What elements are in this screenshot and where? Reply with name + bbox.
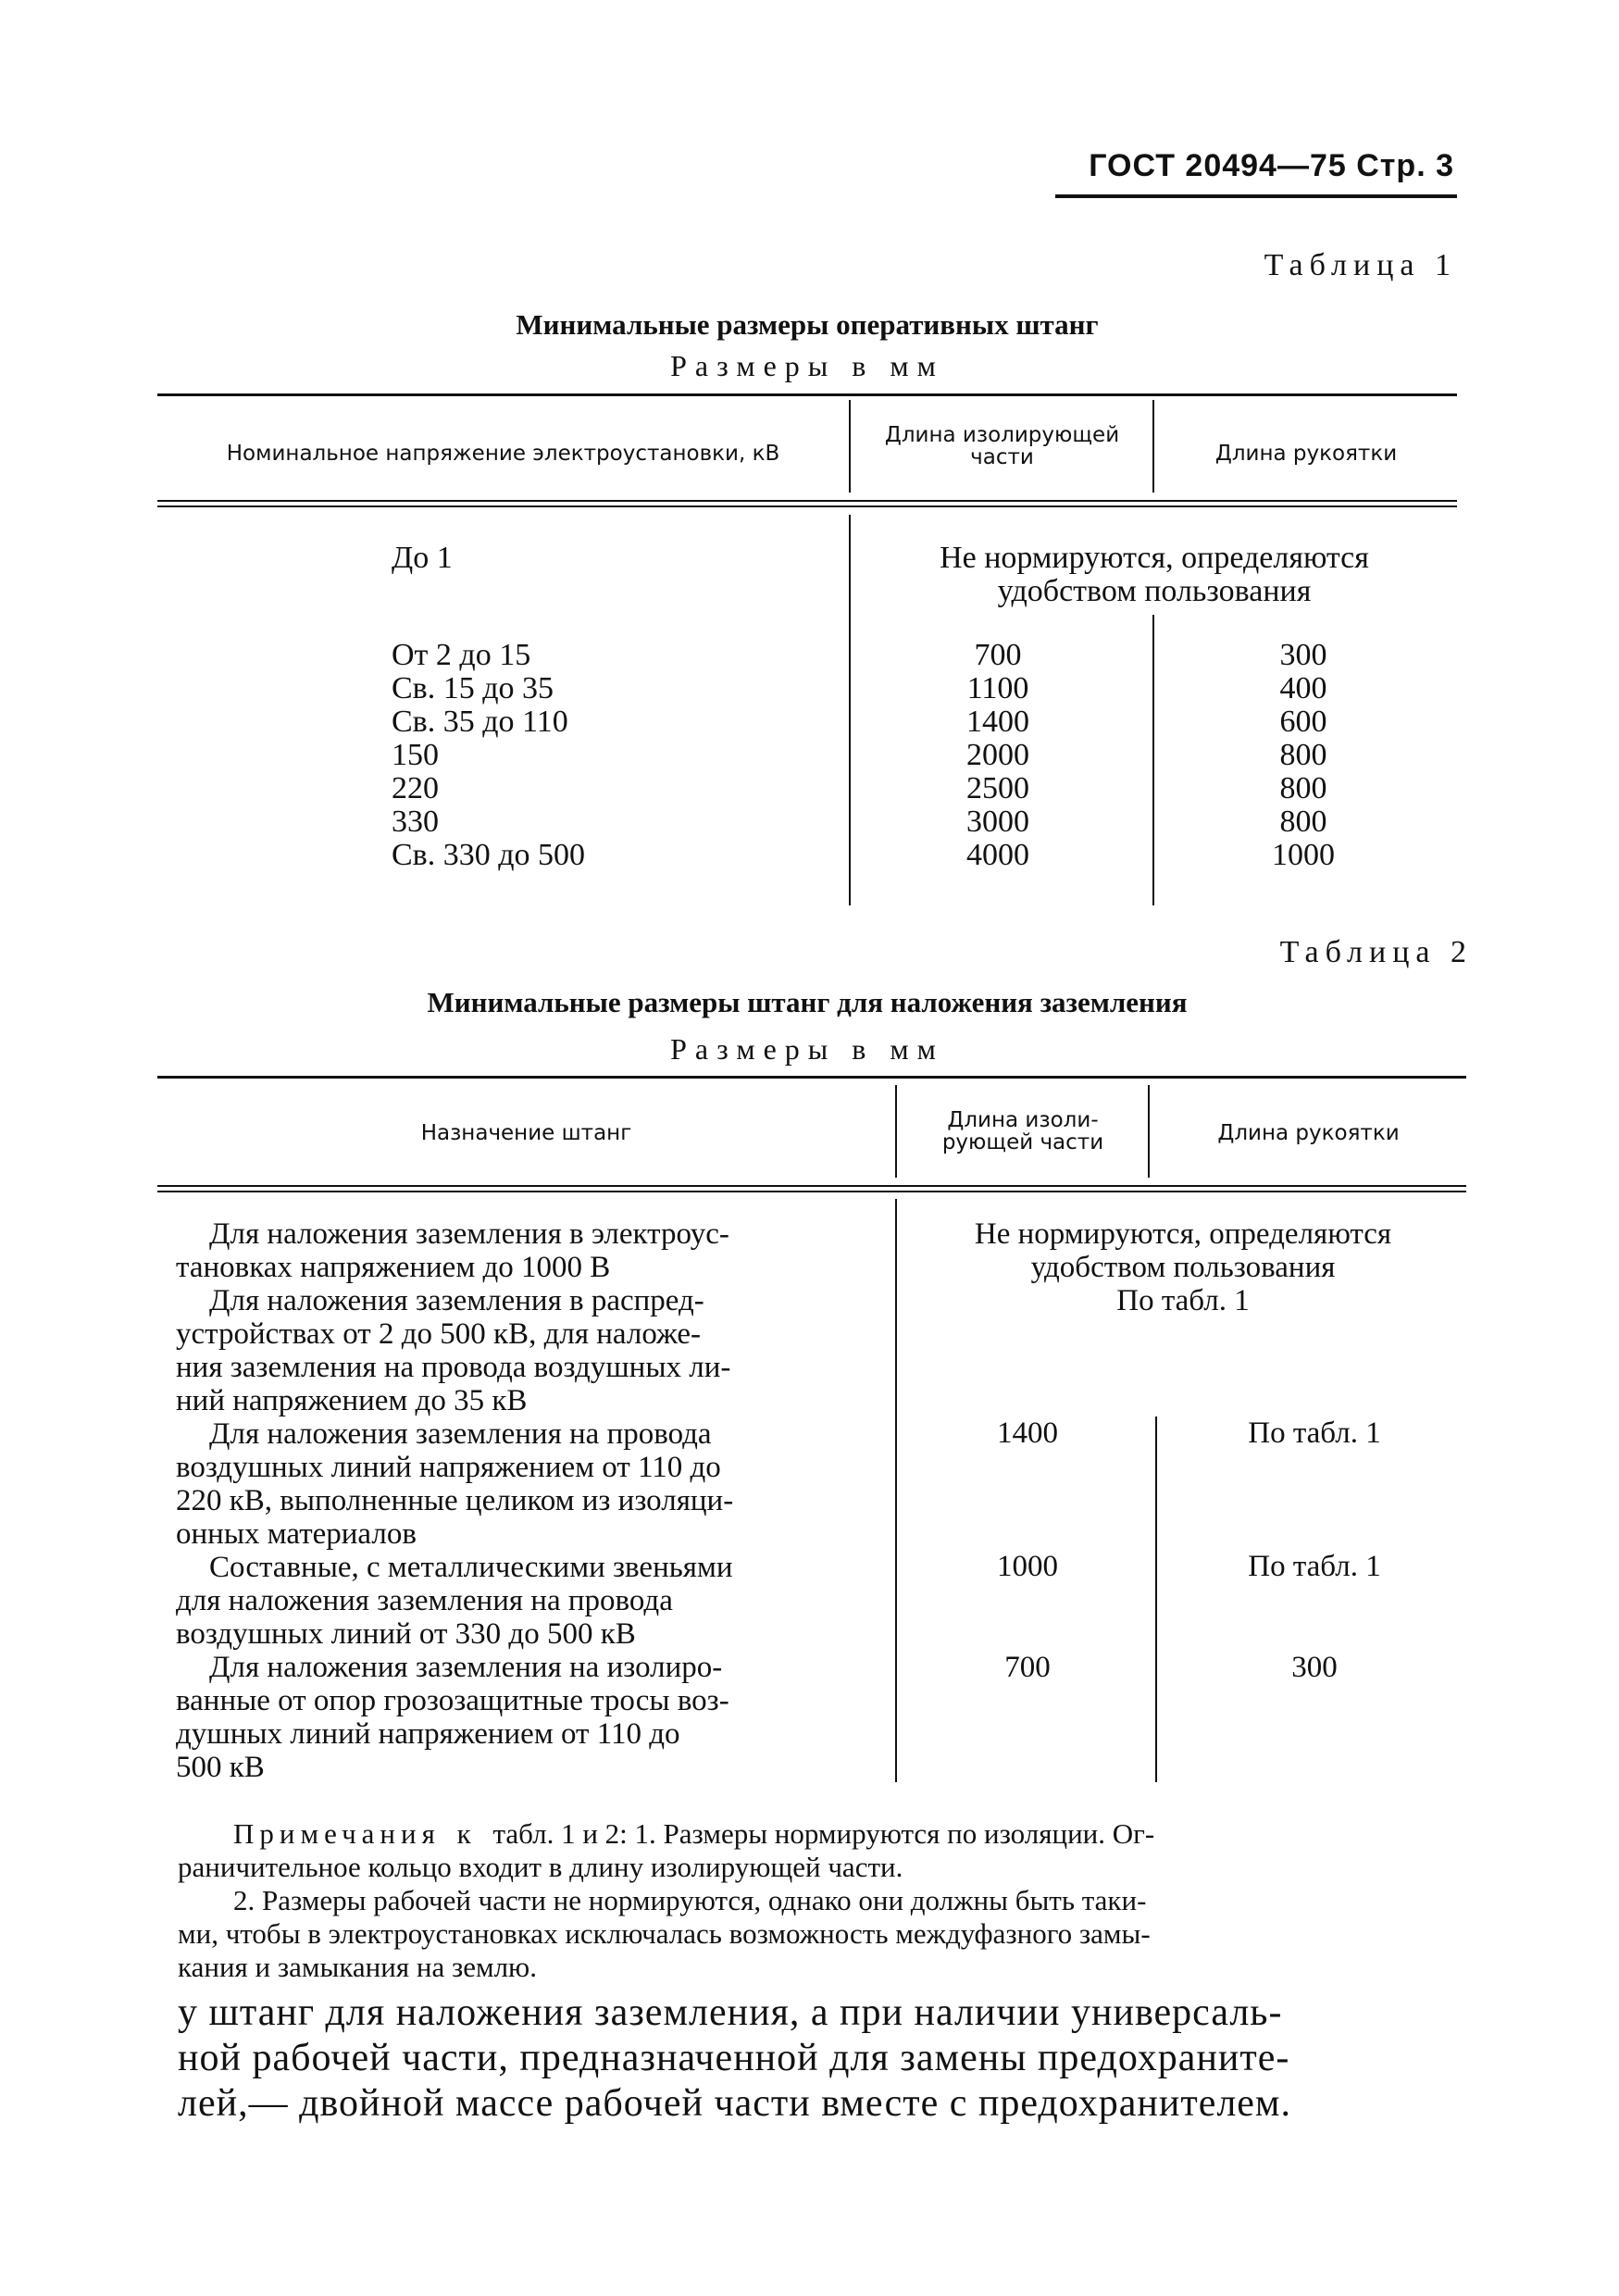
table2-header-divider-1 [895, 1085, 897, 1178]
merged-note-line: Не нормируются, определяются [974, 1217, 1392, 1251]
table1-top-rule [157, 393, 1457, 396]
table1-header-divider-2 [1152, 400, 1154, 493]
notes-line-1 [178, 1817, 1464, 1851]
table2-units: Размеры в мм [670, 1032, 944, 1066]
purpose-line: Для наложения заземления в распред- [209, 1284, 704, 1317]
table-row-voltage: Св. 330 до 500 [392, 838, 586, 872]
notes-line-2: раничительное кольцо входит в длину изолирующей части. [178, 1851, 903, 1883]
merged-note-line: удобством пользования [1030, 1251, 1336, 1284]
table-row-voltage: 150 [392, 738, 439, 772]
table2-header-insulating-line1: Длина изоли- [947, 1108, 1099, 1132]
table-row-insulating: 4000 [966, 838, 1029, 872]
table1-label: Таблица 1 [1264, 248, 1457, 282]
table-row-purpose [176, 1284, 866, 1417]
table-row-insulating: 700 [974, 638, 1022, 672]
notes-item2-line3: кания и замыкания на землю. [178, 1951, 537, 1983]
purpose-line: тановках напряжением до 1000 В [176, 1251, 611, 1284]
table1-units: Размеры в мм [670, 349, 944, 382]
purpose-line: для наложения заземления на провода [176, 1584, 673, 1617]
table2-row3-handle: По табл. 1 [1248, 1416, 1381, 1450]
table-row-insulating: 3000 [966, 805, 1029, 839]
purpose-line: 220 кВ, выполненные целиком из изоляци- [176, 1484, 734, 1517]
table2-row4-handle: По табл. 1 [1248, 1550, 1381, 1583]
purpose-line: воздушных линий от 330 до 500 кВ [176, 1617, 636, 1651]
table1-body-divider-2 [1152, 615, 1154, 905]
purpose-line: Для наложения заземления на изолиро- [209, 1651, 723, 1684]
table2-header-insulating-line2: рующей части [941, 1130, 1104, 1154]
purpose-line: устройствах от 2 до 500 кВ, для наложе- [176, 1317, 701, 1351]
table1-body-divider-1 [849, 515, 851, 905]
body-text-line: ной рабочей части, предназначенной для замены предохраните- [178, 2037, 1290, 2079]
page-header: ГОСТ 20494—75 Стр. 3 [1089, 148, 1454, 183]
table2-body-divider-2 [1155, 1416, 1157, 1782]
table1-first-note-line1: Не нормируются, определяются [940, 541, 1369, 575]
purpose-line: 500 кВ [176, 1751, 265, 1784]
table2-row5-handle: 300 [1291, 1651, 1338, 1684]
table2-merged-note [900, 1217, 1466, 1317]
purpose-line: Для наложения заземления в электроус- [209, 1217, 729, 1251]
notes-prefix: Примечания [233, 1817, 441, 1850]
table-row-handle: 800 [1279, 771, 1327, 805]
purpose-line: Составные, с металлическими звеньями [209, 1551, 733, 1584]
table1-header-insulating [852, 424, 1152, 468]
table2-top-rule [157, 1076, 1466, 1079]
table1-handle-column [1229, 639, 1377, 872]
table2-header-double-rule [157, 1185, 1466, 1192]
table1-first-voltage: До 1 [392, 541, 453, 575]
table1-first-note-line2: удобством пользования [997, 574, 1312, 608]
table1-voltage-column [392, 639, 585, 872]
table1-header-insulating-line2: части [970, 445, 1034, 469]
table-row-insulating: 1100 [966, 671, 1029, 705]
purpose-line: воздушных линий напряжением от 110 до [176, 1451, 721, 1484]
purpose-line: Для наложения заземления на провода [209, 1417, 712, 1451]
table2-header-divider-2 [1148, 1085, 1150, 1178]
purpose-line: ванные от опор грозозащитные тросы воз- [176, 1684, 729, 1717]
table-row-handle: 600 [1279, 705, 1327, 739]
table1-insulating-column [924, 639, 1072, 872]
table2-header-purpose: Назначение штанг [420, 1121, 632, 1145]
table-row-purpose [176, 1417, 866, 1551]
table1-caption: Минимальные размеры оперативных штанг [516, 308, 1099, 341]
table2-header-handle: Длина рукоятки [1217, 1121, 1400, 1145]
table-row-purpose [176, 1217, 866, 1284]
purpose-line: ния заземления на провода воздушных ли- [176, 1351, 731, 1384]
header-underline [1055, 194, 1457, 198]
table2-purpose-column [176, 1217, 866, 1784]
table1-first-note [853, 542, 1455, 608]
table2-row4-insulating: 1000 [997, 1550, 1058, 1583]
body-text [178, 1990, 1464, 2127]
table1-header-voltage: Номинальное напряжение электроустановки, кВ [226, 442, 780, 466]
table2-body-divider-1 [895, 1199, 897, 1782]
table-row-insulating: 2000 [966, 738, 1029, 772]
table-row-handle: 1000 [1272, 838, 1335, 872]
body-text-line: лей,— двойной массе рабочей части вместе с предохранителем. [178, 2082, 1292, 2125]
purpose-line: душных линий напряжением от 110 до [176, 1717, 680, 1751]
table2-row3-insulating: 1400 [997, 1416, 1058, 1450]
table-row-insulating: 2500 [966, 771, 1029, 805]
table-row-insulating: 1400 [966, 705, 1029, 739]
purpose-line: онных материалов [176, 1517, 417, 1551]
table-row-voltage: Св. 35 до 110 [392, 705, 568, 739]
table1-header-handle: Длина рукоятки [1214, 442, 1398, 466]
table1-header-insulating-line1: Длина изолирующей [884, 423, 1120, 447]
table2-caption: Минимальные размеры штанг для наложения заземления [427, 986, 1188, 1018]
notes-item2-line1: 2. Размеры рабочей части не нормируются, однако они должны быть таки- [233, 1884, 1147, 1916]
table1-header-divider-1 [849, 400, 851, 493]
table2-label: Таблица 2 [1279, 935, 1473, 969]
table-row-voltage: От 2 до 15 [392, 638, 531, 672]
purpose-line: ний напряжением до 35 кВ [176, 1384, 528, 1417]
table-row-purpose [176, 1551, 866, 1651]
notes-to: к [456, 1817, 477, 1850]
table-row-handle: 300 [1279, 638, 1327, 672]
notes-block [178, 1817, 1464, 1984]
merged-note-line: По табл. 1 [1116, 1284, 1250, 1317]
table2-row5-insulating: 700 [1004, 1651, 1051, 1684]
body-text-line: у штанг для наложения заземления, а при наличии универсаль- [178, 1991, 1283, 2034]
table-row-handle: 400 [1279, 671, 1327, 705]
notes-line1-rest: табл. 1 и 2: 1. Размеры нормируются по изоляции. Ог- [492, 1817, 1155, 1850]
table-row-handle: 800 [1279, 738, 1327, 772]
table-row-handle: 800 [1279, 805, 1327, 839]
table2-header-insulating [898, 1109, 1148, 1154]
table-row-voltage: Св. 15 до 35 [392, 671, 554, 705]
table-row-voltage: 220 [392, 771, 439, 805]
table1-header-double-rule [157, 500, 1457, 507]
table-row-purpose [176, 1651, 866, 1784]
table-row-voltage: 330 [392, 805, 439, 839]
notes-item2-line2: ми, чтобы в электроустановках исключалась возможность междуфазного замы- [178, 1917, 1151, 1950]
